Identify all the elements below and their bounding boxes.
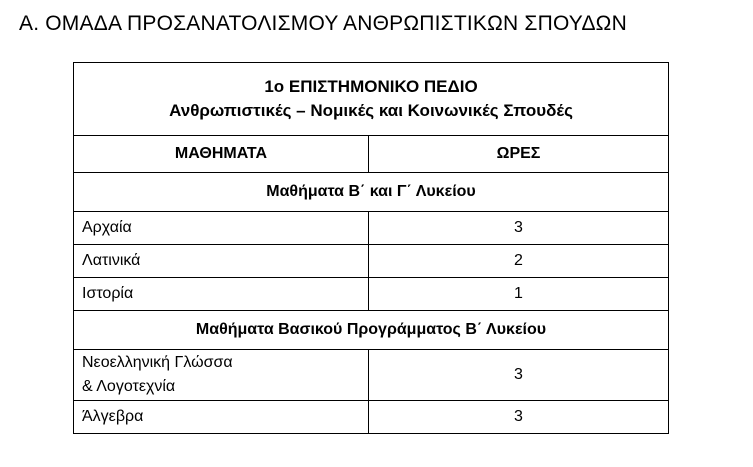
subject-name-line2: & Λογοτεχνία: [82, 378, 176, 395]
subject-cell: Ιστορία: [74, 278, 369, 311]
subject-hours-table: [73, 62, 669, 434]
table-row: [74, 350, 669, 401]
field-title: 1ο ΕΠΙΣΤΗΜΟΝΙΚΟ ΠΕΔΙΟ: [264, 77, 478, 96]
field-subtitle: Ανθρωπιστικές – Νομικές και Κοινωνικές Σπουδές: [169, 101, 573, 120]
field-header-cell: [74, 63, 669, 136]
column-header-hours: ΩΡΕΣ: [369, 136, 669, 173]
group-title-basic-program: Μαθήματα Βασικού Προγράμματος Β΄ Λυκείου: [74, 311, 669, 350]
table-row: [74, 245, 669, 278]
document-heading: Α. ΟΜΑΔΑ ΠΡΟΣΑΝΑΤΟΛΙΣΜΟΥ ΑΝΘΡΩΠΙΣΤΙΚΩΝ ΣΠΟΥΔΩΝ: [19, 12, 627, 35]
hours-cell: 3: [369, 350, 669, 401]
column-header-row: [74, 136, 669, 173]
table-row: [74, 278, 669, 311]
subject-cell: [74, 350, 369, 401]
hours-cell: 2: [369, 245, 669, 278]
field-header-row: [74, 63, 669, 136]
column-header-subjects: ΜΑΘΗΜΑΤΑ: [74, 136, 369, 173]
table-row: [74, 212, 669, 245]
group-header-row: [74, 173, 669, 212]
subject-cell: Άλγεβρα: [74, 401, 369, 434]
group-title-b-c-lyceum: Μαθήματα Β΄ και Γ΄ Λυκείου: [74, 173, 669, 212]
subject-name-line1: Νεοελληνική Γλώσσα: [82, 354, 233, 371]
group-header-row: [74, 311, 669, 350]
subject-cell: Λατινικά: [74, 245, 369, 278]
subject-cell: Αρχαία: [74, 212, 369, 245]
hours-cell: 3: [369, 401, 669, 434]
hours-cell: 3: [369, 212, 669, 245]
table-row: [74, 401, 669, 434]
hours-cell: 1: [369, 278, 669, 311]
